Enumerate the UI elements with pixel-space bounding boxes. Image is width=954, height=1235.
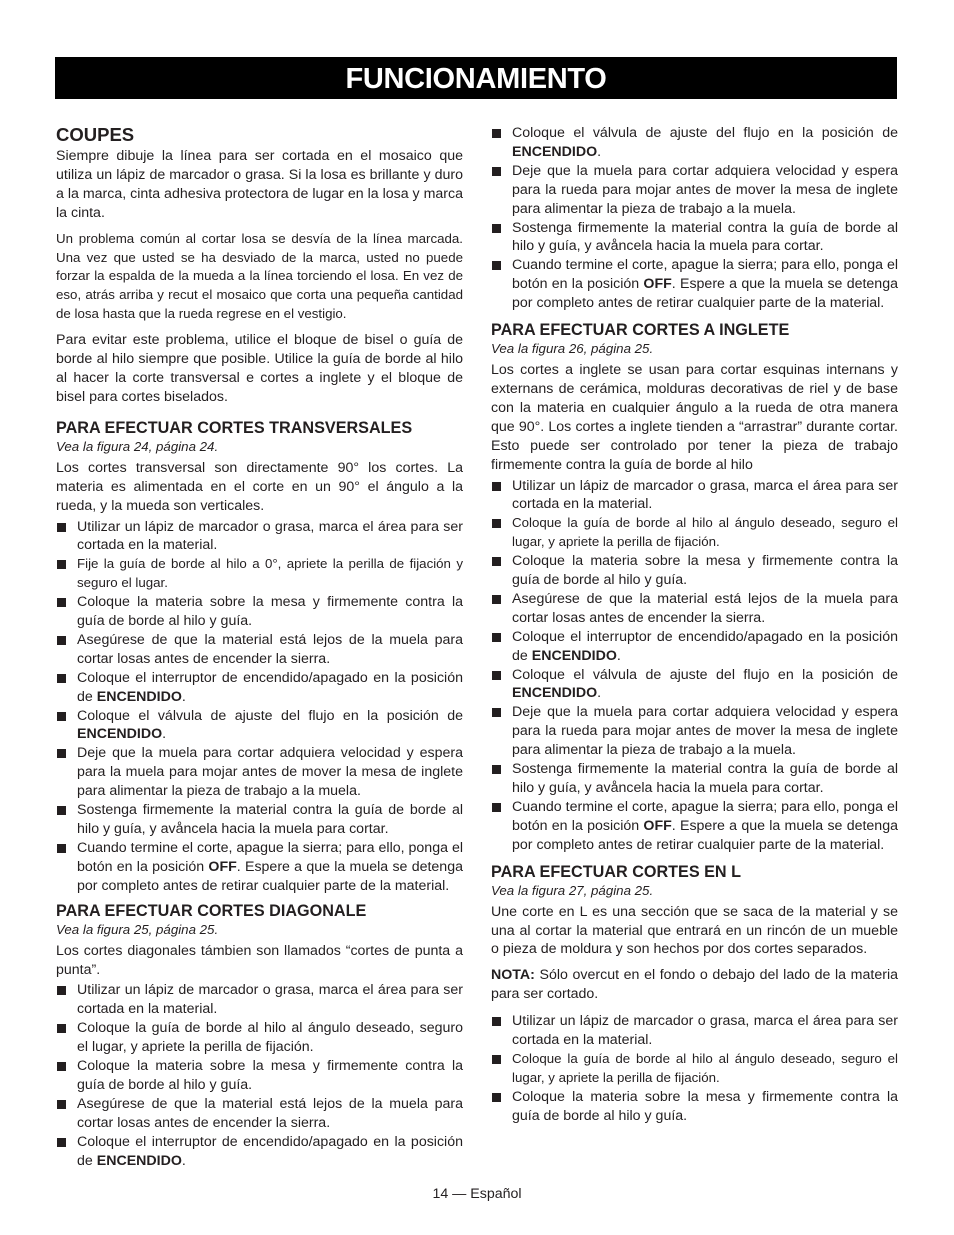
list-item <box>491 552 898 590</box>
inglete-steps <box>491 477 898 855</box>
list-item-text: Asegúrese de que la material está lejos de la muela para cortar losas antes de encender la sierra. <box>77 1095 463 1131</box>
right-column <box>491 124 898 1130</box>
list-item-text: Asegúrese de que la material está lejos de la muela para cortar losas antes de encender la sierra. <box>77 631 463 667</box>
coupes-paragraph-3: Para evitar este problema, utilice el bloque de bisel o guía de borde al hilo siempre que posible. Utilice la guía de borde al hilo al hacer la corte transversal e cortes a inglete y el bloque de bisel para cortes biselados. <box>56 332 463 405</box>
en-l-paragraph: Une corte en L es una sección que se saca de la material y se una al cortar la material que entrará en un rincón de un mueble o pieza de moldura y son hechos por dos cortes separados. <box>491 903 898 958</box>
list-item-text: . <box>181 1152 186 1169</box>
list-item-emphasis: ENCENDIDO <box>531 647 617 664</box>
list-item <box>56 669 463 707</box>
list-item-emphasis: OFF <box>643 817 672 834</box>
diagonal-steps <box>56 981 463 1170</box>
coupes-heading: COUPES <box>56 124 135 145</box>
list-item-text: Utilizar un lápiz de marcador o grasa, marca el área para ser cortada en la material. <box>512 477 898 513</box>
en-l-heading: PARA EFECTUAR CORTES EN L <box>491 862 742 881</box>
list-item-text: Coloque el válvula de ajuste del flujo en la posición de <box>512 125 898 141</box>
list-item-text: Asegúrese de que la material está lejos de la muela para cortar losas antes de encender la sierra. <box>512 590 898 626</box>
list-item-text: Coloque la guía de borde al hilo al ángulo deseado, seguro el lugar, y apriete la perilla de fijación. <box>512 1050 898 1085</box>
en-l-steps <box>491 1012 898 1125</box>
list-item-text: Coloque el válvula de ajuste del flujo en la posición de <box>512 666 898 683</box>
list-item-text: Deje que la muela para cortar adquiera velocidad y espera para la rueda para mojar antes de mover la mesa de inglete para alimentar la pieza de trabajo a la muela. <box>512 162 898 217</box>
list-item-emphasis: ENCENDIDO <box>512 143 598 160</box>
list-item-text: . Espere a que la muela se detenga por completo antes de retirar cualquier parte de la material. <box>512 276 898 312</box>
list-item-text: Coloque el válvula de ajuste del flujo en la posición de <box>77 707 463 724</box>
coupes-paragraph-1: Siempre dibuje la línea para ser cortada en el mosaico que utiliza un lápiz de marcador o grasa. Si la losa es brillante y duro a la marca, cinta adhesiva protectora de lugar en la losa y marca la cinta. <box>56 148 463 221</box>
list-item <box>491 1050 898 1088</box>
list-item <box>56 518 463 556</box>
list-item <box>491 703 898 760</box>
nota-paragraph <box>491 966 898 1004</box>
transversal-paragraph: Los cortes transversal son directamente 90° los cortes. La materia es alimentada en el corte en un 90° el ángulo a la rueda, y la mueda son verticales. <box>56 459 463 514</box>
list-item-emphasis: ENCENDIDO <box>96 1152 182 1169</box>
list-item <box>491 219 898 257</box>
nota-text: Sólo overcut en el fondo o debajo del lado de la materia para ser cortado. <box>491 967 898 1003</box>
list-item-text: Coloque el interruptor de encendido/apagado en la posición de <box>77 1133 463 1169</box>
list-item-text: Coloque la materia sobre la mesa y firmemente contra la guía de borde al hilo y guía. <box>512 553 898 589</box>
section-banner: FUNCIONAMIENTO <box>55 57 897 99</box>
list-item-text: Utilizar un lápiz de marcador o grasa, marca el área para ser cortada en la material. <box>77 518 463 554</box>
list-item-emphasis: OFF <box>208 858 237 875</box>
list-item <box>491 760 898 798</box>
list-item-text: Sostenga firmemente la material contra la guía de borde al hilo y guía, y avåncela hacia la muela para cortar. <box>512 219 898 255</box>
list-item <box>56 1133 463 1171</box>
list-item-text: Cuando termine el corte, apague la sierra; para ello, ponga el botón en la posición <box>512 257 898 293</box>
list-item <box>56 555 463 593</box>
list-item-text: Utilizar un lápiz de marcador o grasa, marca el área para ser cortada en la material. <box>512 1013 898 1049</box>
list-item-text: Sostenga firmemente la material contra la guía de borde al hilo y guía, y avåncela hacia la muela para cortar. <box>512 761 898 796</box>
list-item <box>56 801 463 839</box>
list-item-text: Coloque el interruptor de encendido/apagado en la posición de <box>77 669 463 705</box>
list-item <box>491 162 898 219</box>
list-item <box>491 514 898 552</box>
list-item-text: Coloque la materia sobre la mesa y firmemente contra la guía de borde al hilo y guía. <box>512 1088 898 1124</box>
transversal-figure-ref: Vea la figura 24, página 24. <box>56 438 219 454</box>
list-item-text: Coloque la materia sobre la mesa y firmemente contra la guía de borde al hilo y guía. <box>77 1058 463 1093</box>
list-item-text: Sostenga firmemente la material contra la guía de borde al hilo y guía, y avåncela hacia la muela para cortar. <box>77 802 463 837</box>
list-item <box>56 744 463 801</box>
list-item <box>56 593 463 631</box>
list-item <box>491 666 898 704</box>
list-item-text: Deje que la muela para cortar adquiera velocidad y espera para la rueda para mojar antes de mover la mesa de inglete para alimentar la pieza de trabajo a la muela. <box>512 704 898 759</box>
diagonal-heading: PARA EFECTUAR CORTES DIAGONALE <box>56 901 367 920</box>
list-item-text: . <box>597 685 602 702</box>
coupes-paragraph-2: Un problema común al cortar losa se desvía de la línea marcada. Una vez que usted se ha desviado de la marca, usted no puede forzar la espalda de la mueda a la línea torciendo el losa. En vez de eso, atrás arriba y recut el mosaico que corta una pequeña cantidad de losa hasta que la rueda regrese en el vestigio. <box>56 230 463 322</box>
inglete-heading: PARA EFECTUAR CORTES A INGLETE <box>491 321 790 340</box>
list-item-text: . <box>162 726 167 743</box>
inglete-paragraph: Los cortes a inglete se usan para cortar esquinas internans y externans de cerámica, molduras decorativas de riel y de base con la materia en cualquier ángulo a la rueda de otra manera que 90°. Los cortes a inglete tienden a “arrastrar” durante cortar. Esto puede ser controlado por tener la pieza de trabajo firmemente contra la guía de borde al hilo <box>491 362 898 473</box>
list-item <box>56 981 463 1019</box>
list-item <box>56 839 463 896</box>
diagonal-paragraph: Los cortes diagonales támbien son llamados “cortes de punta a punta”. <box>56 942 463 978</box>
list-item <box>491 798 898 855</box>
diagonal-figure-ref: Vea la figura 25, página 25. <box>56 921 219 937</box>
list-item-text: Coloque la guía de borde al hilo al ángulo deseado, seguro el lugar, y apriete la perilla de fijación. <box>77 1020 463 1056</box>
left-column <box>56 124 463 1175</box>
nota-label: NOTA: <box>491 967 535 984</box>
list-item <box>56 1095 463 1133</box>
list-item <box>56 1019 463 1057</box>
list-item-emphasis: ENCENDIDO <box>96 688 182 705</box>
list-item-emphasis: OFF <box>643 276 672 293</box>
list-item-text: Coloque el interruptor de encendido/apagado en la posición de <box>512 628 898 664</box>
list-item-text: . Espere a que la muela se detenga por completo antes de retirar cualquier parte de la material. <box>77 858 463 894</box>
list-item-text: . <box>181 688 186 705</box>
transversal-heading: PARA EFECTUAR CORTES TRANSVERSALES <box>56 418 413 437</box>
list-item <box>491 1088 898 1126</box>
list-item <box>491 477 898 515</box>
list-item-text: Coloque la materia sobre la mesa y firmemente contra la guía de borde al hilo y guía. <box>77 594 463 630</box>
list-item-emphasis: ENCENDIDO <box>512 685 598 702</box>
list-item-text: Cuando termine el corte, apague la sierra; para ello, ponga el botón en la posición <box>77 839 463 875</box>
list-item <box>491 628 898 666</box>
en-l-figure-ref: Vea la figura 27, página 25. <box>491 882 654 898</box>
list-item <box>491 1012 898 1050</box>
list-item-text: . <box>597 143 602 160</box>
list-item <box>491 124 898 162</box>
list-item-emphasis: ENCENDIDO <box>77 726 163 743</box>
list-item <box>491 590 898 628</box>
list-item-text: Fije la guía de borde al hilo a 0°, apriete la perilla de fijación y seguro el lugar. <box>77 556 463 591</box>
continued-steps <box>491 124 898 313</box>
list-item-text: Deje que la muela para cortar adquiera velocidad y espera para la muela para mojar antes de mover la mesa de inglete para alimentar la pieza de trabajo a la muela. <box>77 745 463 800</box>
list-item <box>56 1057 463 1095</box>
list-item-text: . <box>616 647 621 664</box>
list-item-text: Cuando termine el corte, apague la sierra; para ello, ponga el botón en la posición <box>512 798 898 834</box>
list-item-text: Coloque la guía de borde al hilo al ángulo deseado, seguro el lugar, y apriete la perilla de fijación. <box>512 515 898 550</box>
transversal-steps <box>56 518 463 896</box>
list-item-text: . Espere a que la muela se detenga por completo antes de retirar cualquier parte de la material. <box>512 817 898 853</box>
list-item <box>491 256 898 313</box>
list-item <box>56 631 463 669</box>
page-footer: 14 — Español <box>432 1186 522 1202</box>
list-item <box>56 707 463 745</box>
inglete-figure-ref: Vea la figura 26, página 25. <box>491 341 654 357</box>
list-item-text: Utilizar un lápiz de marcador o grasa, marca el área para ser cortada en la material. <box>77 982 463 1018</box>
